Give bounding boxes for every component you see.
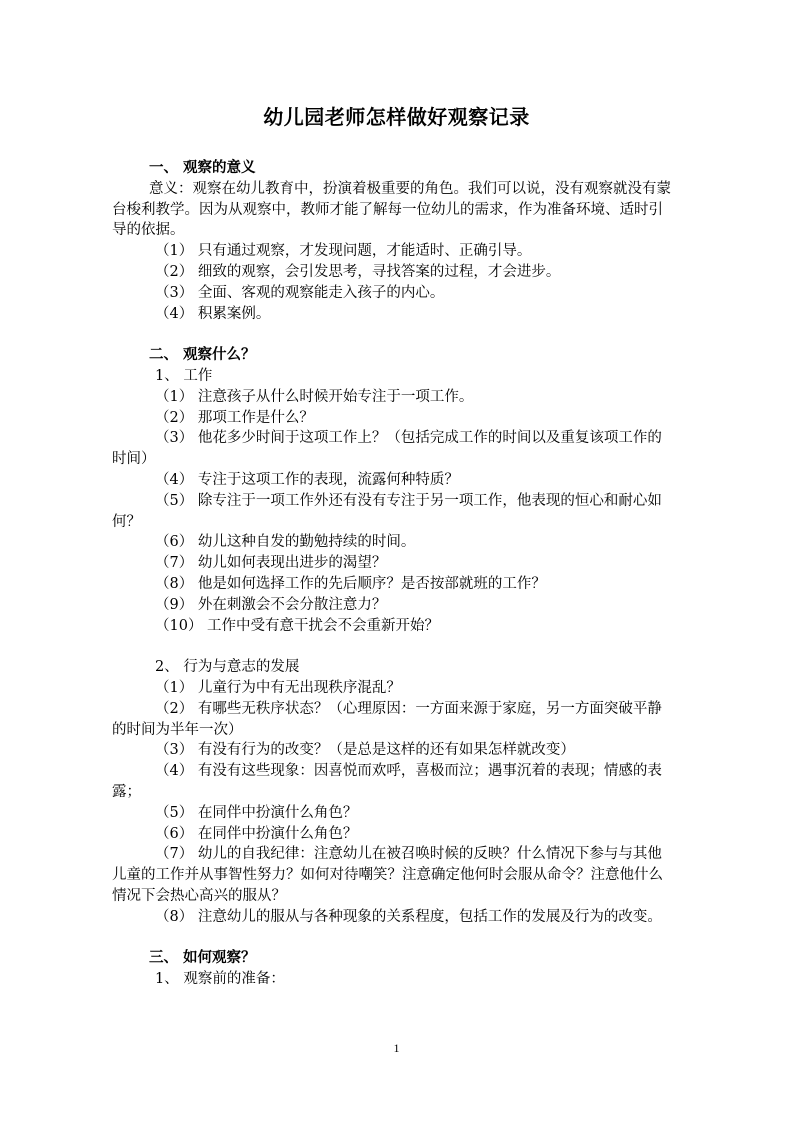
section3-sub1-heading: 1、 观察前的准备： bbox=[155, 971, 285, 988]
section2-sub1-item: （2） 那项工作是什么？ bbox=[155, 409, 314, 426]
section2-sub2-item: （7） 幼儿的自我纪律：注意幼儿在被召唤时候的反映？什么情况下参与与其他儿童的工作并从事智性努力？如何对待嘲笑？注意确定他何时会服从命令？注意他什么情况下会热心高兴的服从？ bbox=[112, 846, 663, 904]
spacer bbox=[112, 927, 675, 948]
section2-heading: 二、 观察什么？ bbox=[149, 346, 256, 364]
section2-sub2-item: （8） 注意幼儿的服从与各种现象的关系程度，包括工作的发展及行为的改变。 bbox=[155, 908, 662, 925]
section2-sub1-item: （5） 除专注于一项工作外还有没有专注于另一项工作，他表现的恒心和耐心如何？ bbox=[112, 492, 662, 530]
section2-sub1-item: （8） 他是如何选择工作的先后顺序？是否按部就班的工作？ bbox=[155, 575, 546, 592]
spacer bbox=[112, 324, 675, 345]
section2-sub1-item: （7） 幼儿如何表现出进步的渴望？ bbox=[155, 555, 387, 572]
section2-sub1-item: （9） 外在刺激会不会分散注意力？ bbox=[155, 596, 387, 613]
section1-item: （1） 只有通过观察，才发现问题，才能适时、正确引导。 bbox=[155, 243, 532, 260]
section2-sub1-item: （6） 幼儿这种自发的勤勉持续的时间。 bbox=[155, 534, 416, 551]
section1-heading: 一、 观察的意义 bbox=[149, 159, 256, 176]
section2-sub2-item: （2） 有哪些无秩序状态？（心理原因：一方面来源于家庭，另一方面突破平静的时间为半年一次） bbox=[112, 700, 662, 738]
section2-sub2-item: （3） 有没有行为的改变？（是总是这样的还有如果怎样就改变） bbox=[155, 742, 575, 759]
section2-sub1-item: （3） 他花多少时间于这项工作上？（包括完成工作的时间以及重复该项工作的时间） bbox=[112, 430, 662, 468]
section2-sub1-item: （4） 专注于这项工作的表现，流露何种特质？ bbox=[155, 471, 459, 488]
section2-sub2-item: （4） 有没有这些现象：因喜悦而欢呼，喜极而泣；遇事沉着的表现；情感的表露； bbox=[112, 763, 662, 800]
section2-sub2-item: （5） 在同伴中扮演什么角色？ bbox=[155, 804, 358, 821]
section2-sub1-item: （1） 注意孩子从什么时候开始专注于一项工作。 bbox=[155, 388, 474, 405]
page-number: 1 bbox=[393, 1041, 400, 1055]
section1-item: （3） 全面、客观的观察能走入孩子的内心。 bbox=[155, 284, 445, 301]
section3-heading: 三、 如何观察？ bbox=[149, 949, 256, 967]
section1-item: （4） 积累案例。 bbox=[155, 305, 271, 322]
section2-sub1-heading: 1、 工作 bbox=[155, 367, 213, 384]
section2-sub2-heading: 2、 行为与意志的发展 bbox=[155, 659, 300, 676]
section1-intro: 意义：观察在幼儿教育中，扮演着极重要的角色。我们可以说，没有观察就没有蒙台梭利教学。因为从观察中，教师才能了解每一位幼儿的需求，作为准备环境、适时引导的依据。 bbox=[112, 180, 671, 239]
section2-sub2-item: （6） 在同伴中扮演什么角色？ bbox=[155, 825, 358, 842]
section1-item: （2） 细致的观察，会引发思考，寻找答案的过程，才会进步。 bbox=[155, 263, 561, 280]
spacer bbox=[112, 636, 675, 657]
section2-sub1-item: （10） 工作中受有意干扰会不会重新开始？ bbox=[155, 617, 440, 634]
page-title: 幼儿园老师怎样做好观察记录 bbox=[263, 105, 530, 129]
section2-sub2-item: （1） 儿童行为中有无出现秩序混乱？ bbox=[155, 679, 401, 696]
document-body bbox=[112, 158, 675, 990]
